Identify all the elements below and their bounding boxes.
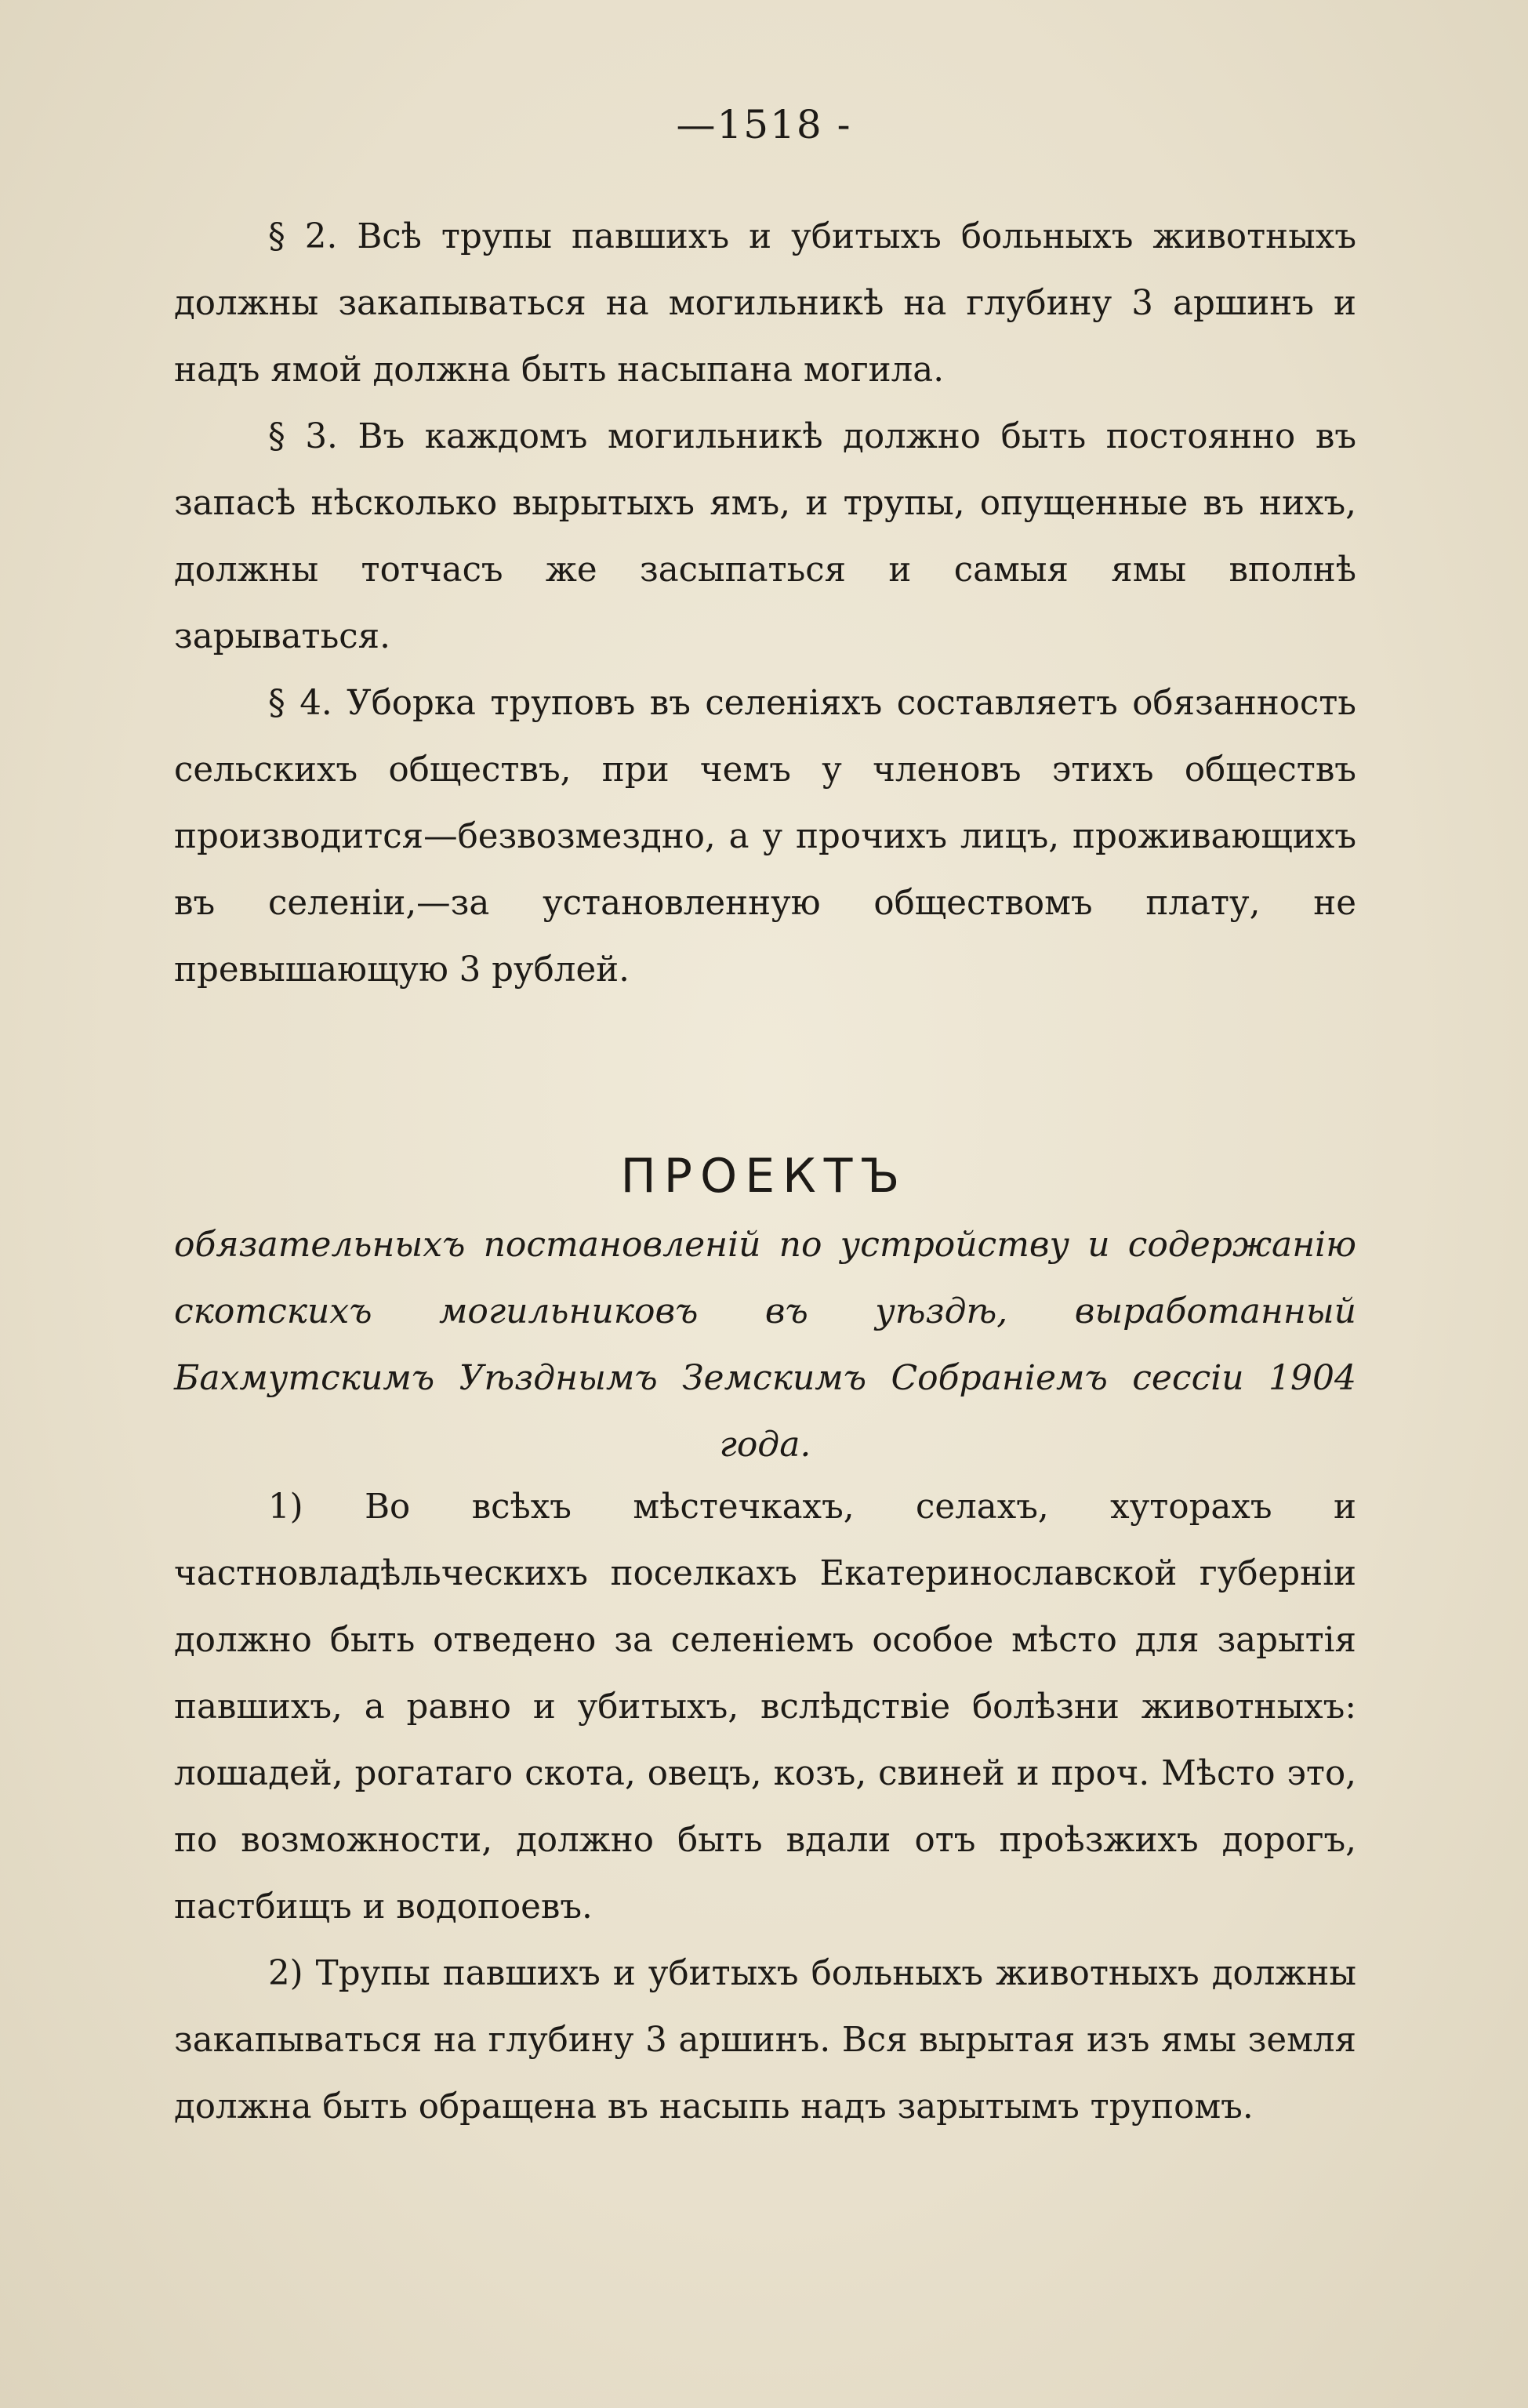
- project-subtitle: обязательныхъ постановленій по устройству и содержанію скотскихъ могильниковъ въ уѣздѣ, выработанный Бахмутскимъ Уѣзднымъ Земскимъ Собраніемъ сессіи 1904 года.: [174, 1225, 1356, 1465]
- project-item-2: 2) Трупы павшихъ и убитыхъ больныхъ животныхъ должны закапываться на глубину 3 аршинъ. Вся вырытая изъ ямы земля должна быть обращена въ насыпь надъ зарытымъ трупомъ.: [174, 1954, 1356, 2127]
- paragraph-section-4: § 4. Уборка труповъ въ селеніяхъ составляетъ обязанность сельскихъ обществъ, при чемъ у членовъ этихъ обществъ производится—безвозмездно, а у прочихъ лицъ, проживающихъ въ селеніи,—за установленную обществомъ плату, не превышающую 3 рублей.: [174, 684, 1356, 990]
- project-heading: ПРОЕКТЪ: [620, 1149, 908, 1204]
- paragraph-section-3: § 3. Въ каждомъ могильникѣ должно быть постоянно въ запасѣ нѣсколько вырытыхъ ямъ, и трупы, опущенные въ нихъ, должны тотчасъ же засыпаться и самыя ямы вполнѣ зарываться.: [174, 417, 1356, 656]
- project-paragraphs: [174, 1474, 1356, 2141]
- page-number: —1518 -: [676, 102, 852, 147]
- regulations-paragraphs: [174, 204, 1356, 1004]
- project-item-1: 1) Во всѣхъ мѣстечкахъ, селахъ, хуторахъ и частновладѣльческихъ поселкахъ Екатеринославской губерніи должно быть отведено за селеніемъ особое мѣсто для зарытія павшихъ, а равно и убитыхъ, вслѣдствіе болѣзни животныхъ: лошадей, рогатаго скота, овецъ, козъ, свиней и проч. Мѣсто это, по возможности, должно быть вдали отъ проѣзжихъ дорогъ, пастбищъ и водопоевъ.: [174, 1487, 1356, 1927]
- paragraph-section-2: § 2. Всѣ трупы павшихъ и убитыхъ больныхъ животныхъ должны закапываться на могильникѣ на глубину 3 аршинъ и надъ ямой должна быть насыпана могила.: [174, 217, 1356, 390]
